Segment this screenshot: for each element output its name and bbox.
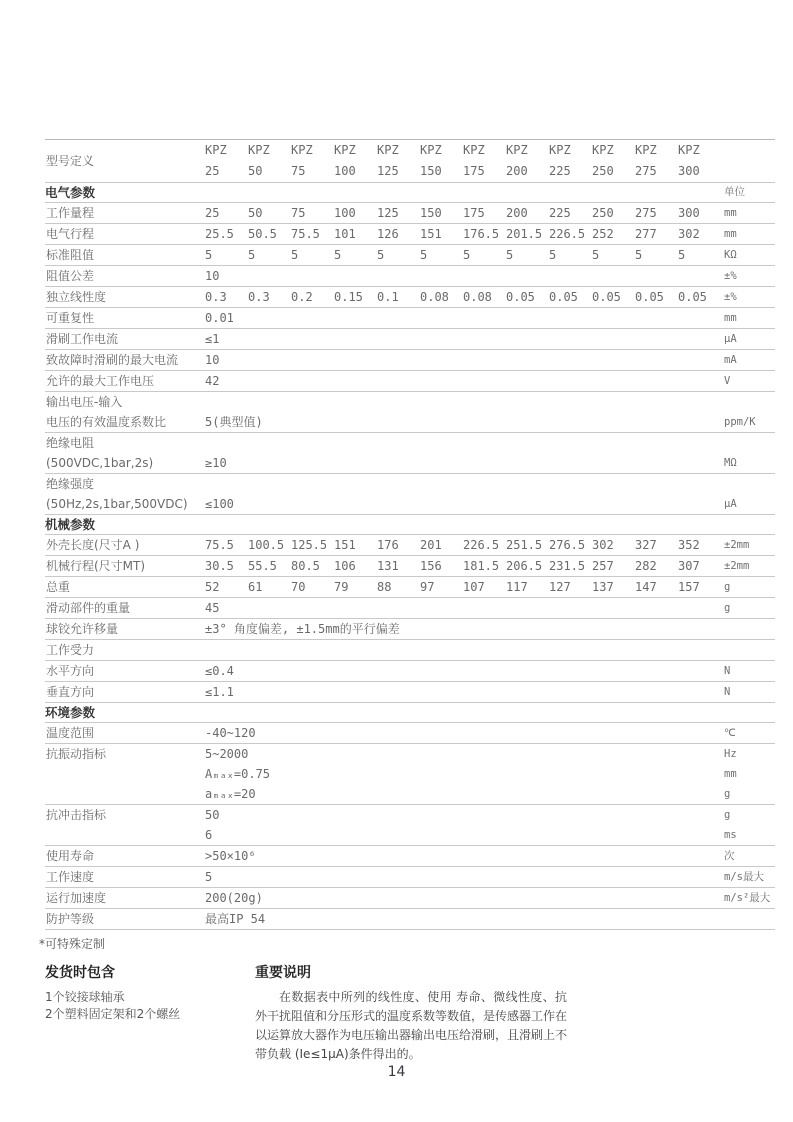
section-header-row xyxy=(45,703,775,723)
model-column xyxy=(205,140,248,183)
value-cell: 5 xyxy=(506,245,549,266)
value-line: 50 xyxy=(205,808,220,822)
spec-row xyxy=(45,266,775,287)
model-column xyxy=(506,140,549,183)
value-cell: 5 xyxy=(377,245,420,266)
value-line: 6 xyxy=(205,828,213,842)
footnote: *可特殊定制 xyxy=(39,937,106,951)
model-size: 50 xyxy=(248,164,263,178)
unit-cell: μA xyxy=(721,474,775,515)
value-cell: 0.3 xyxy=(248,287,291,308)
unit-cell xyxy=(721,805,775,846)
row-label: 机械行程(尺寸MT) xyxy=(45,556,205,577)
note-body: 在数据表中所列的线性度、使用 寿命、微线性度、抗外干扰阻值和分压形式的温度系数等数值，是传感器工作在以运算放大器作为电压输出器输出电压给滑刷，且滑刷上不带负载 (Ie≤1μA)条件得出的。 xyxy=(255,990,568,1061)
value-cell: 302 xyxy=(592,535,635,556)
model-size: 100 xyxy=(334,164,356,178)
value-cell: 61 xyxy=(248,577,291,598)
spec-row xyxy=(45,909,775,930)
row-label xyxy=(45,474,205,515)
row-label: 阻值公差 xyxy=(45,266,205,287)
row-label: 温度范围 xyxy=(45,723,205,744)
value-cell: 50 xyxy=(248,203,291,224)
value-cell: 307 xyxy=(678,556,721,577)
spec-row xyxy=(45,203,775,224)
value-cell: 5 xyxy=(420,245,463,266)
value-cell: 151 xyxy=(420,224,463,245)
spec-row xyxy=(45,224,775,245)
model-series-name: KPZ xyxy=(420,143,442,157)
value-cell xyxy=(205,805,721,846)
value-cell: 5(典型值) xyxy=(205,392,721,433)
model-size: 125 xyxy=(377,164,399,178)
value-cell: 0.3 xyxy=(205,287,248,308)
unit-cell: ppm/K xyxy=(721,392,775,433)
model-series-name: KPZ xyxy=(592,143,614,157)
unit-cell xyxy=(721,140,775,183)
value-cell: 0.05 xyxy=(549,287,592,308)
model-series-name: KPZ xyxy=(248,143,270,157)
row-label: 垂直方向 xyxy=(45,682,205,703)
model-size: 175 xyxy=(463,164,485,178)
unit-column-header: 单位 xyxy=(721,183,775,203)
value-cell: 25 xyxy=(205,203,248,224)
row-label: 电气行程 xyxy=(45,224,205,245)
row-label: 滑刷工作电流 xyxy=(45,329,205,350)
value-cell: 275 xyxy=(635,203,678,224)
value-cell: 282 xyxy=(635,556,678,577)
value-cell: 127 xyxy=(549,577,592,598)
value-cell: 0.08 xyxy=(420,287,463,308)
model-size: 75 xyxy=(291,164,306,178)
value-line: 5~2000 xyxy=(205,747,249,761)
model-column xyxy=(377,140,420,183)
value-cell: 5 xyxy=(205,245,248,266)
value-cell: 0.05 xyxy=(678,287,721,308)
spec-row xyxy=(45,682,775,703)
value-line: Aₘₐₓ=0.75 xyxy=(205,767,271,781)
model-size: 275 xyxy=(635,164,657,178)
spec-row xyxy=(45,619,775,640)
value-cell: 79 xyxy=(334,577,377,598)
shipping-item: 2个塑料固定架和2个螺丝 xyxy=(45,1007,181,1021)
unit-cell: ±% xyxy=(721,287,775,308)
unit-line: mm xyxy=(724,768,737,780)
value-cell: 150 xyxy=(420,203,463,224)
value-cell: ≤100 xyxy=(205,474,721,515)
section-header-row xyxy=(45,183,775,203)
value-cell: 0.2 xyxy=(291,287,334,308)
model-size: 25 xyxy=(205,164,220,178)
value-cell: 206.5 xyxy=(506,556,549,577)
model-size: 300 xyxy=(678,164,700,178)
value-cell: 125.5 xyxy=(291,535,334,556)
unit-cell: MΩ xyxy=(721,433,775,474)
model-series-name: KPZ xyxy=(506,143,528,157)
value-cell: 5 xyxy=(205,867,721,888)
value-cell: 75.5 xyxy=(291,224,334,245)
model-series-name: KPZ xyxy=(635,143,657,157)
spec-row xyxy=(45,661,775,682)
value-cell: 302 xyxy=(678,224,721,245)
value-cell: 176.5 xyxy=(463,224,506,245)
value-cell: 0.01 xyxy=(205,308,721,329)
value-cell: 100 xyxy=(334,203,377,224)
value-cell: 0.1 xyxy=(377,287,420,308)
value-cell: 176 xyxy=(377,535,420,556)
unit-cell: mm xyxy=(721,308,775,329)
unit-cell: ±% xyxy=(721,266,775,287)
unit-cell: V xyxy=(721,371,775,392)
model-series-name: KPZ xyxy=(334,143,356,157)
value-cell: 252 xyxy=(592,224,635,245)
row-label-line1: 绝缘强度 xyxy=(46,477,95,491)
row-label: 抗振动指标 xyxy=(45,744,205,805)
unit-cell xyxy=(721,744,775,805)
spec-row xyxy=(45,433,775,474)
value-cell xyxy=(205,640,721,661)
model-size: 250 xyxy=(592,164,614,178)
spec-row xyxy=(45,392,775,433)
spec-row xyxy=(45,308,775,329)
row-label: 外壳长度(尺寸A ) xyxy=(45,535,205,556)
value-cell: 226.5 xyxy=(463,535,506,556)
row-label-line1: 输出电压-输入 xyxy=(46,395,123,409)
unit-cell: g xyxy=(721,598,775,619)
value-cell: 52 xyxy=(205,577,248,598)
model-column xyxy=(592,140,635,183)
value-cell: 147 xyxy=(635,577,678,598)
spec-row xyxy=(45,350,775,371)
unit-cell: N xyxy=(721,661,775,682)
value-cell: 88 xyxy=(377,577,420,598)
spec-row xyxy=(45,329,775,350)
unit-cell: m/s²最大 xyxy=(721,888,775,909)
model-row-label: 型号定义 xyxy=(45,140,205,183)
spec-row xyxy=(45,640,775,661)
value-cell: 101 xyxy=(334,224,377,245)
value-cell: 250 xyxy=(592,203,635,224)
row-label: 工作受力 xyxy=(45,640,205,661)
value-cell: 257 xyxy=(592,556,635,577)
value-cell: ≤1.1 xyxy=(205,682,721,703)
value-cell: 80.5 xyxy=(291,556,334,577)
model-column xyxy=(334,140,377,183)
value-cell: 75.5 xyxy=(205,535,248,556)
value-cell: 125 xyxy=(377,203,420,224)
unit-cell: m/s最大 xyxy=(721,867,775,888)
model-column xyxy=(635,140,678,183)
row-label: 致故障时滑刷的最大电流 xyxy=(45,350,205,371)
spec-row xyxy=(45,598,775,619)
unit-cell: KΩ xyxy=(721,245,775,266)
unit-line: Hz xyxy=(724,748,737,760)
model-column xyxy=(463,140,506,183)
spec-row xyxy=(45,744,775,805)
spec-table-container xyxy=(39,139,775,952)
row-label: 抗冲击指标 xyxy=(45,805,205,846)
value-cell: 42 xyxy=(205,371,721,392)
unit-cell: ±2mm xyxy=(721,535,775,556)
unit-cell: N xyxy=(721,682,775,703)
row-label: 滑动部件的重量 xyxy=(45,598,205,619)
value-cell: 251.5 xyxy=(506,535,549,556)
value-cell: 0.05 xyxy=(592,287,635,308)
row-label: 防护等级 xyxy=(45,909,205,930)
value-cell: 0.15 xyxy=(334,287,377,308)
value-cell: 5 xyxy=(248,245,291,266)
value-cell: 100.5 xyxy=(248,535,291,556)
value-cell: 157 xyxy=(678,577,721,598)
spec-row xyxy=(45,867,775,888)
model-column xyxy=(678,140,721,183)
value-cell: 0.05 xyxy=(506,287,549,308)
model-column xyxy=(549,140,592,183)
model-series-name: KPZ xyxy=(463,143,485,157)
spec-row xyxy=(45,535,775,556)
value-cell: ≤1 xyxy=(205,329,721,350)
section-title: 电气参数 xyxy=(45,183,721,203)
value-cell: 70 xyxy=(291,577,334,598)
value-cell: 327 xyxy=(635,535,678,556)
spec-row xyxy=(45,723,775,744)
value-cell: 0.08 xyxy=(463,287,506,308)
value-cell: 201 xyxy=(420,535,463,556)
value-cell: 131 xyxy=(377,556,420,577)
unit-cell: 次 xyxy=(721,846,775,867)
value-line: aₘₐₓ=20 xyxy=(205,787,256,801)
value-cell: 5 xyxy=(334,245,377,266)
row-label: 工作量程 xyxy=(45,203,205,224)
spec-row xyxy=(45,556,775,577)
value-cell: ≤0.4 xyxy=(205,661,721,682)
unit-cell: mA xyxy=(721,350,775,371)
value-cell xyxy=(205,744,721,805)
value-cell: 75 xyxy=(291,203,334,224)
spec-table xyxy=(45,139,775,930)
value-cell: 181.5 xyxy=(463,556,506,577)
unit-cell xyxy=(721,909,775,930)
value-cell: 151 xyxy=(334,535,377,556)
spec-row xyxy=(45,577,775,598)
model-series-name: KPZ xyxy=(549,143,571,157)
spec-row xyxy=(45,888,775,909)
row-label: 球铰允许移量 xyxy=(45,619,205,640)
model-series-name: KPZ xyxy=(291,143,313,157)
unit-line: g xyxy=(724,809,731,821)
value-cell: 5 xyxy=(291,245,334,266)
row-label: 使用寿命 xyxy=(45,846,205,867)
value-cell: 0.05 xyxy=(635,287,678,308)
unit-cell: ±2mm xyxy=(721,556,775,577)
shipping-section xyxy=(45,962,245,1023)
value-cell: 137 xyxy=(592,577,635,598)
value-cell: 5 xyxy=(678,245,721,266)
unit-cell: mm xyxy=(721,203,775,224)
value-cell: 10 xyxy=(205,266,721,287)
unit-column-header xyxy=(721,515,775,535)
value-cell: 200 xyxy=(506,203,549,224)
model-size: 150 xyxy=(420,164,442,178)
value-cell: -40~120 xyxy=(205,723,721,744)
value-cell: 352 xyxy=(678,535,721,556)
spec-row xyxy=(45,245,775,266)
model-size: 225 xyxy=(549,164,571,178)
value-cell: 97 xyxy=(420,577,463,598)
value-cell: 126 xyxy=(377,224,420,245)
model-column xyxy=(420,140,463,183)
row-label-line2: (500VDC,1bar,2s) xyxy=(46,456,154,470)
value-cell: 10 xyxy=(205,350,721,371)
model-series-name: KPZ xyxy=(678,143,700,157)
value-cell: 156 xyxy=(420,556,463,577)
row-label: 标准阻值 xyxy=(45,245,205,266)
shipping-item: 1个铰接球轴承 xyxy=(45,990,125,1004)
value-cell: 5 xyxy=(592,245,635,266)
section-title: 环境参数 xyxy=(45,703,721,723)
unit-line: g xyxy=(724,788,731,800)
row-label: 工作速度 xyxy=(45,867,205,888)
value-cell: 175 xyxy=(463,203,506,224)
row-label: 可重复性 xyxy=(45,308,205,329)
spec-row xyxy=(45,287,775,308)
value-cell: 107 xyxy=(463,577,506,598)
row-label: 总重 xyxy=(45,577,205,598)
value-cell: 300 xyxy=(678,203,721,224)
row-label-line1: 绝缘电阻 xyxy=(46,436,95,450)
spec-row xyxy=(45,805,775,846)
unit-cell: mm xyxy=(721,224,775,245)
row-label: 独立线性度 xyxy=(45,287,205,308)
shipping-title: 发货时包含 xyxy=(45,965,115,981)
page-number: 14 xyxy=(387,1064,406,1080)
unit-cell xyxy=(721,640,775,661)
unit-column-header xyxy=(721,703,775,723)
section-header-row xyxy=(45,515,775,535)
value-cell: ±3° 角度偏差, ±1.5mm的平行偏差 xyxy=(205,619,721,640)
value-cell: 25.5 xyxy=(205,224,248,245)
model-column xyxy=(248,140,291,183)
value-cell: 225 xyxy=(549,203,592,224)
unit-cell xyxy=(721,619,775,640)
value-cell: 200(20g) xyxy=(205,888,721,909)
row-label: 运行加速度 xyxy=(45,888,205,909)
model-series-name: KPZ xyxy=(205,143,227,157)
value-cell: 277 xyxy=(635,224,678,245)
row-label xyxy=(45,392,205,433)
value-cell: 45 xyxy=(205,598,721,619)
row-label: 允许的最大工作电压 xyxy=(45,371,205,392)
row-label-line2: 电压的有效温度系数比 xyxy=(46,415,167,429)
section-title: 机械参数 xyxy=(45,515,721,535)
model-column xyxy=(291,140,334,183)
value-cell: 50.5 xyxy=(248,224,291,245)
value-cell: ≥10 xyxy=(205,433,721,474)
value-cell: >50×10⁶ xyxy=(205,846,721,867)
unit-cell: g xyxy=(721,577,775,598)
value-cell: 106 xyxy=(334,556,377,577)
value-cell: 276.5 xyxy=(549,535,592,556)
value-cell: 最高IP 54 xyxy=(205,909,721,930)
value-cell: 117 xyxy=(506,577,549,598)
model-definition-row xyxy=(45,140,775,183)
unit-cell: ℃ xyxy=(721,723,775,744)
row-label xyxy=(45,433,205,474)
value-cell: 30.5 xyxy=(205,556,248,577)
value-cell: 231.5 xyxy=(549,556,592,577)
row-label: 水平方向 xyxy=(45,661,205,682)
value-cell: 201.5 xyxy=(506,224,549,245)
spec-row xyxy=(45,846,775,867)
important-note-section xyxy=(255,962,567,1064)
value-cell: 5 xyxy=(463,245,506,266)
spec-row xyxy=(45,371,775,392)
unit-cell: μA xyxy=(721,329,775,350)
row-label-line2: (50Hz,2s,1bar,500VDC) xyxy=(46,497,188,511)
value-cell: 5 xyxy=(635,245,678,266)
unit-line: ms xyxy=(724,829,737,841)
note-title: 重要说明 xyxy=(255,965,311,981)
spec-row xyxy=(45,474,775,515)
model-size: 200 xyxy=(506,164,528,178)
value-cell: 5 xyxy=(549,245,592,266)
value-cell: 55.5 xyxy=(248,556,291,577)
model-series-name: KPZ xyxy=(377,143,399,157)
value-cell: 226.5 xyxy=(549,224,592,245)
